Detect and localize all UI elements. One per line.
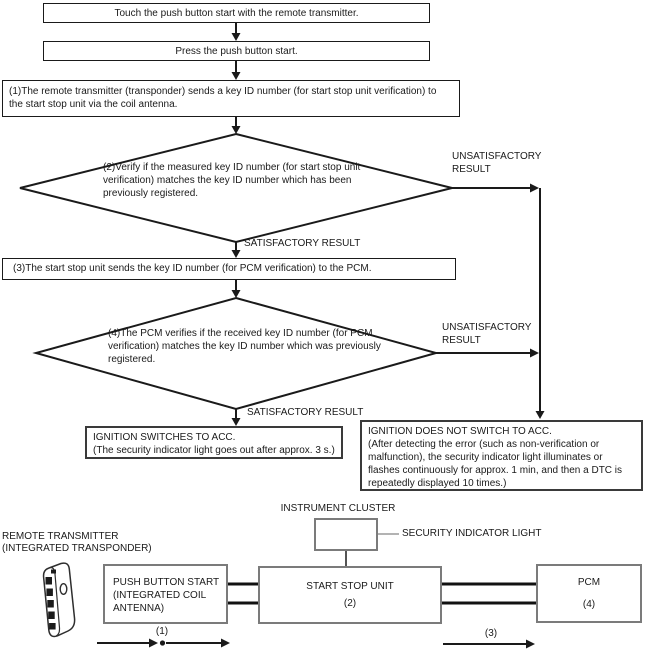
instrument-cluster-box <box>314 518 378 551</box>
step1-text: (1)The remote transmitter (transponder) sends a key ID number (for start stop unit verification) to the start stop unit via the coil antenna. <box>9 86 437 110</box>
step2-diamond-text: (2)Verify if the measured key ID number (for start stop unit verification) matches the key ID number which has been previously registered. <box>103 162 361 199</box>
remote-transmitter-label-line1: REMOTE TRANSMITTER <box>2 531 119 542</box>
start-stop-unit-number: (2) <box>343 598 357 609</box>
satisfactory-label-2: SATISFACTORY RESULT <box>247 407 364 418</box>
step-press-text: Press the push button start. <box>175 45 298 57</box>
unsatisfactory-label-2: UNSATISFACTORY RESULT <box>442 322 532 346</box>
pcm-box <box>536 564 642 623</box>
instrument-cluster-label: INSTRUMENT CLUSTER <box>280 503 396 514</box>
step-press-box <box>43 41 430 61</box>
step-touch-text: Touch the push button start with the remote transmitter. <box>114 7 359 19</box>
step3-box <box>2 258 456 280</box>
push-button-start-line2: (INTEGRATED COIL <box>113 590 207 601</box>
start-stop-unit-box <box>258 566 442 624</box>
signal3-arrow <box>443 640 535 649</box>
result-fail-box <box>360 420 643 491</box>
signal3-label: (3) <box>484 628 498 639</box>
step1-box <box>2 80 460 117</box>
push-button-start-box <box>103 564 228 624</box>
step3-text: (3)The start stop unit sends the key ID number (for PCM verification) to the PCM. <box>13 263 372 274</box>
security-indicator-label: SECURITY INDICATOR LIGHT <box>402 528 542 539</box>
push-button-start-line3: ANTENNA) <box>113 603 165 614</box>
remote-transmitter-icon <box>44 563 75 636</box>
result-fail-detail: (After detecting the error (such as non-verification or malfunction), the security indicator light illuminates or flashes continuously for approx. 1 min, and then a DTC is repeatedly displayed 10 times.) <box>368 439 623 489</box>
satisfactory-label-1: SATISFACTORY RESULT <box>244 238 361 249</box>
step4-diamond-text: (4)The PCM verifies if the received key ID number (for PCM verification) matches the key ID number which was previously registered. <box>108 328 381 365</box>
signal1-label: (1) <box>155 626 169 637</box>
pcm-name: PCM <box>577 577 601 588</box>
pcm-number: (4) <box>582 599 596 610</box>
result-ok-detail: (The security indicator light goes out after approx. 3 s.) <box>93 445 335 456</box>
push-button-start-line1: PUSH BUTTON START <box>113 577 220 588</box>
signal1-arrow <box>97 639 230 648</box>
remote-transmitter-label-line2: (INTEGRATED TRANSPONDER) <box>2 543 152 554</box>
result-ok-title: IGNITION SWITCHES TO ACC. <box>93 432 236 443</box>
result-ok-box <box>85 426 343 459</box>
result-fail-title: IGNITION DOES NOT SWITCH TO ACC. <box>368 426 552 437</box>
step-touch-box <box>43 3 430 23</box>
unsatisfactory-label-1: UNSATISFACTORY RESULT <box>452 151 542 175</box>
start-stop-unit-name: START STOP UNIT <box>306 581 394 592</box>
